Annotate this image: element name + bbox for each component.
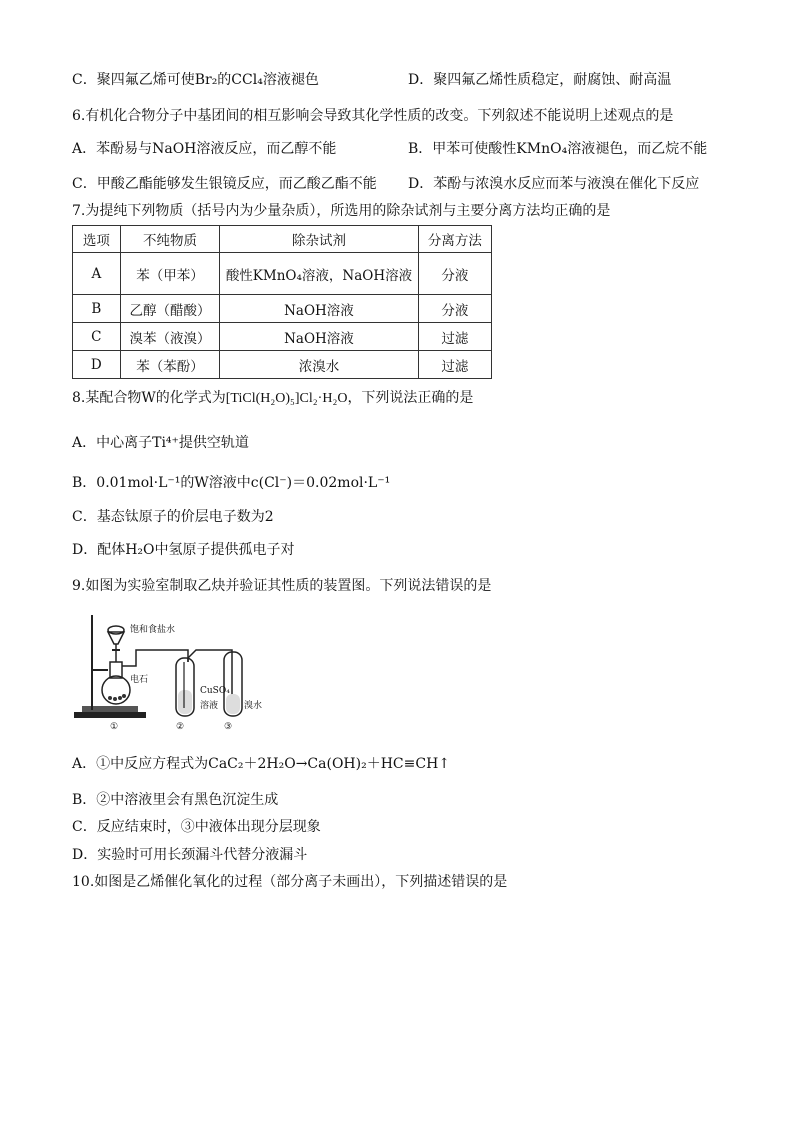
q8-stem-prefix: 8.某配合物W的化学式为 (72, 390, 226, 406)
label-bromine: 溴水 (244, 701, 263, 711)
table-cell: 分液 (418, 295, 491, 323)
table-row (73, 323, 492, 351)
q9-stem: 9.如图为实验室制取乙炔并验证其性质的装置图。下列说法错误的是 (72, 578, 492, 594)
label-n2: ② (176, 722, 185, 732)
q5-option-d: D．聚四氟乙烯性质稳定，耐腐蚀、耐高温 (408, 72, 672, 88)
q8-formula: [TiCl(H₂O)₅]Cl₂·H₂O (225, 391, 348, 406)
q6-option-b: B．甲苯可使酸性KMnO₄溶液褪色，而乙烷不能 (408, 141, 708, 157)
q6-option-c: C．甲酸乙酯能够发生银镜反应，而乙酸乙酯不能 (72, 176, 377, 192)
label-n1: ① (110, 722, 119, 732)
table-row (73, 295, 492, 323)
q9-option-b: B．②中溶液里会有黑色沉淀生成 (72, 792, 279, 808)
table-header-row (73, 226, 492, 253)
label-cuso4: CuSO₄ (200, 686, 230, 696)
q8-option-d: D．配体H₂O中氢原子提供孤电子对 (72, 542, 295, 558)
q7-stem: 7.为提纯下列物质（括号内为少量杂质），所选用的除杂试剂与主要分离方法均正确的是 (72, 203, 611, 219)
table-cell: 酸性KMnO₄溶液，NaOH溶液 (220, 253, 418, 295)
table-cell: 溴苯（液溴） (120, 323, 220, 351)
q8-option-b: B．0.01mol·L⁻¹的W溶液中c(Cl⁻)＝0.02mol·L⁻¹ (72, 475, 391, 491)
table-header-cell: 分离方法 (418, 226, 491, 253)
table-cell: 乙醇（醋酸） (120, 295, 220, 323)
q5-option-c: C．聚四氟乙烯可使Br₂的CCl₄溶液褪色 (72, 72, 319, 88)
table-cell: D (73, 351, 121, 379)
acetylene-apparatus-figure (72, 610, 272, 740)
label-water: 饱和食盐水 (130, 625, 176, 635)
table-cell: 分液 (418, 253, 491, 295)
q8-option-a: A．中心离子Ti⁴⁺提供空轨道 (72, 435, 249, 451)
table-header-cell: 不纯物质 (120, 226, 220, 253)
q9-option-a: A．①中反应方程式为CaC₂＋2H₂O→Ca(OH)₂＋HC≡CH↑ (72, 756, 451, 772)
delivery-tube (122, 650, 188, 666)
table-cell: 过滤 (418, 323, 491, 351)
table-cell: B (73, 295, 121, 323)
q6-option-a: A．苯酚易与NaOH溶液反应，而乙醇不能 (72, 141, 337, 157)
q9-option-d: D．实验时可用长颈漏斗代替分液漏斗 (72, 847, 308, 863)
q10-stem: 10.如图是乙烯催化氧化的过程（部分离子未画出），下列描述错误的是 (72, 874, 508, 890)
stand-plate (82, 706, 138, 712)
table-row (73, 253, 492, 295)
bromine-liquid (226, 694, 240, 714)
q8-option-c: C．基态钛原子的价层电子数为2 (72, 509, 274, 525)
table-cell: A (73, 253, 121, 295)
cuso4-liquid (178, 690, 192, 714)
q7-table (72, 225, 492, 379)
table-header-cell: 除杂试剂 (220, 226, 418, 253)
stand-base (74, 712, 146, 718)
label-n3: ③ (224, 722, 233, 732)
table-cell: NaOH溶液 (220, 295, 418, 323)
table-cell: C (73, 323, 121, 351)
q6-option-d: D．苯酚与浓溴水反应而苯与液溴在催化下反应 (408, 176, 700, 192)
table-row (73, 351, 492, 379)
q6-stem: 6.有机化合物分子中基团间的相互影响会导致其化学性质的改变。下列叙述不能说明上述观点的是 (72, 108, 674, 124)
table-cell: 浓溴水 (220, 351, 418, 379)
label-carbide: 电石 (130, 675, 149, 685)
label-solution: 溶液 (200, 701, 219, 711)
q9-option-c: C．反应结束时，③中液体出现分层现象 (72, 819, 321, 835)
table-header-cell: 选项 (73, 226, 121, 253)
q8-stem-suffix: ，下列说法正确的是 (347, 390, 474, 406)
table-cell: 苯（苯酚） (120, 351, 220, 379)
q8-stem (72, 388, 473, 409)
table-cell: 苯（甲苯） (120, 253, 220, 295)
table-cell: 过滤 (418, 351, 491, 379)
table-cell: NaOH溶液 (220, 323, 418, 351)
